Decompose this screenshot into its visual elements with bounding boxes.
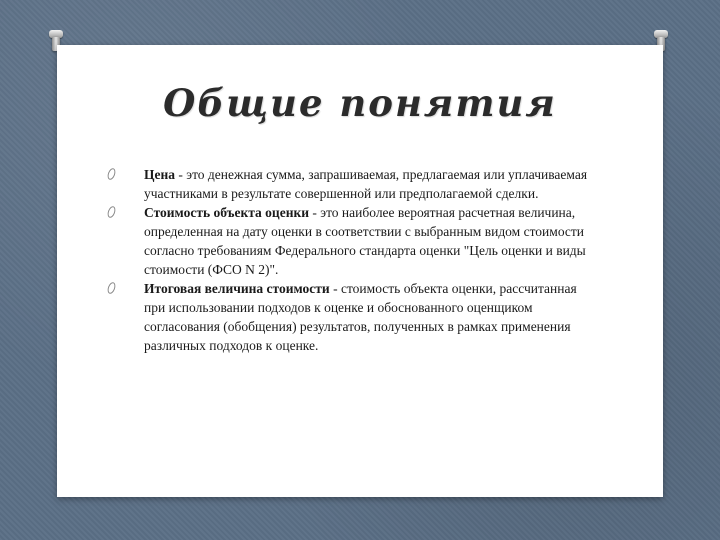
- term-final-value: Итоговая величина стоимости: [144, 281, 330, 296]
- definition-price: - это денежная сумма, запрашиваемая, предлагаемая или уплачиваемая участниками в результате совершенной или предполагаемой сделки.: [144, 167, 588, 201]
- slide-title: Общие понятия: [163, 81, 557, 125]
- list-item-price: [108, 165, 596, 203]
- list-item-final-value: [108, 279, 596, 355]
- term-price: Цена: [144, 167, 176, 182]
- definition-value: - это наиболее вероятная расчетная величина, определенная на дату оценки в соответствии с выбранным видом стоимости согласно требованиям Федерального стандарта оценки "Цель оценки и виды стоимости (ФСО N 2)".: [144, 205, 586, 277]
- oval-bullet-icon: [106, 281, 117, 295]
- definition-final-value: - стоимость объекта оценки, рассчитанная при использовании подходов к оценке и обоснованного оценщиком согласования (обобщения) результатов, полученных в рамках применения различных подходов к оценке.: [144, 281, 577, 353]
- oval-bullet-icon: [106, 167, 117, 181]
- list-item-value: [108, 203, 596, 279]
- oval-bullet-icon: [106, 205, 117, 219]
- definitions-list: [108, 165, 596, 355]
- term-value: Стоимость объекта оценки: [144, 205, 310, 220]
